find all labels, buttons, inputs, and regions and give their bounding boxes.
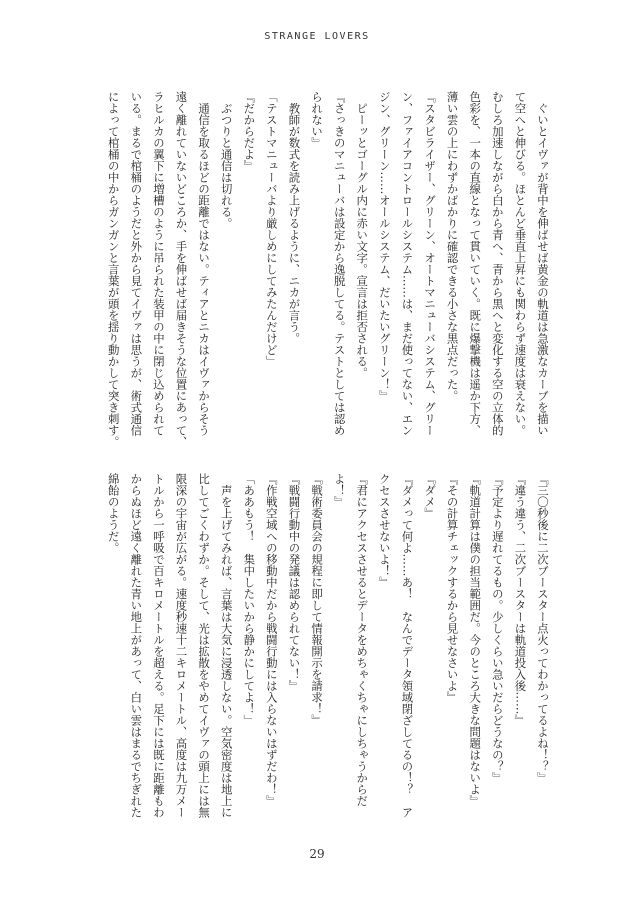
text-column: 声を上げてみれば、言葉は大気に浸透しない。空気密度は地上に (219, 473, 234, 818)
text-column: ジン、グリーン……オールシステム、だいたいグリーン！』 (377, 91, 392, 402)
text-column: 『予定より遅れてるもの。少しくらい急いだらどうなの？』 (490, 473, 505, 784)
text-column: 『君にアクセスさせるとデータをめちゃくちゃにしちゃうからだ (355, 473, 370, 807)
text-column: 薄い雲の上にわずかばかりに確認できる小さな黒点だった。 (445, 91, 460, 402)
running-header: STRANGE LOVERS (264, 31, 370, 42)
text-column: 『だからだよ』 (242, 91, 257, 172)
text-column: クセスさせないよ！』 (377, 473, 392, 588)
text-column: 遠く離れていないどころか、手を伸ばせば届きそうな位置にあって、 (174, 91, 189, 448)
text-column: 色彩を、一本の直線となって貫いていく。既に爆撃機は遥か下方、 (468, 91, 483, 436)
text-column: むしろ加速しながら白から青へ、青から黒へと変化する空の立体的 (490, 91, 505, 436)
text-column: によって棺桶の中からガンガンと言葉が頭を揺り動かして突き刺す。 (106, 91, 121, 448)
text-column: ン、ファイアコントロールシステム……は、まだ使ってない、エン (400, 91, 415, 436)
text-column: よ！』 (332, 473, 347, 508)
text-column: 教師が数式を読み上げるように、ニカが言う。 (287, 91, 302, 344)
page-number: 29 (309, 847, 325, 861)
text-column: 「テストマニューバより厳しめにしてみたんだけど」 (264, 91, 279, 367)
text-column: ぶつりと通信は切れる。 (219, 91, 234, 229)
text-block-lower (84, 473, 554, 833)
text-column: 『違う違う、二次ブースターは軌道投入後……』 (513, 473, 528, 726)
text-column: トルから一呼吸で百キロメートルを超える。足下には既に距離もわ (151, 473, 166, 818)
text-column: 『さっきのマニューバは設定から逸脱してる。テストとしては認め (332, 91, 347, 436)
text-column: 『戦術委員会の規程に即して情報開示を請求！』 (310, 473, 325, 726)
text-column: 『スタビライザー、グリーン、オートマニューバシステム、グリー (423, 91, 438, 436)
text-column: ラヒルカの翼下に増槽のように吊られた装甲の中に閉じ込められて (151, 91, 166, 436)
text-column: 限深の宇宙が広がる。速度秒速十二キロメートル、高度は九万メー (174, 473, 189, 818)
text-column: からぬほど遠く離れた青い地上があって、白い雲はまるでちぎれた (129, 473, 144, 818)
text-column: 『三〇秒後に二次ブースター点火ってわかってるよね！？』 (536, 473, 550, 784)
text-column: いる。まるで棺桶のようだと外から見てイヴァは思うが、術式通信 (129, 91, 144, 436)
text-column: 『ダメ』 (423, 473, 438, 519)
text-column: 『その計算チェックするから見せなさいよ』 (445, 473, 460, 703)
text-column: 「ああもう！ 集中したいから静かにしてよ！」 (242, 473, 257, 726)
text-column: 『ダメって何よ……あ！ なんでデータ領域閉ざしてるの！？ ア (400, 473, 415, 818)
text-column: られない』 (310, 91, 325, 149)
text-column: 通信を取るほどの距離ではない。ティアとニカはイヴァからそう (197, 91, 212, 436)
text-column: 綿飴のようだ。 (106, 473, 121, 554)
text-column: 『作戦空域への移動中だから戦闘行動には入らないはずだわ！』 (264, 473, 279, 807)
text-column: 『軌道計算は僕の担当範囲だ。今のところ大きな問題はないよ』 (468, 473, 483, 807)
text-column: 『戦闘行動中の発議は認められてない！』 (287, 473, 302, 692)
text-column: 比してごくわずか。そして、光は拡散をやめてイヴァの頭上には無 (197, 473, 212, 818)
text-column: て空へと伸びる。ほとんど垂直上昇にも関わらず速度は衰えない。 (513, 91, 528, 436)
text-block-upper (84, 91, 554, 451)
text-column: ピーッとゴーグル内に赤い文字。宣言は拒否される。 (355, 91, 370, 379)
text-column: ぐいとイヴァが背中を伸ばせば黄金の軌道は急激なカーブを描い (536, 91, 550, 436)
